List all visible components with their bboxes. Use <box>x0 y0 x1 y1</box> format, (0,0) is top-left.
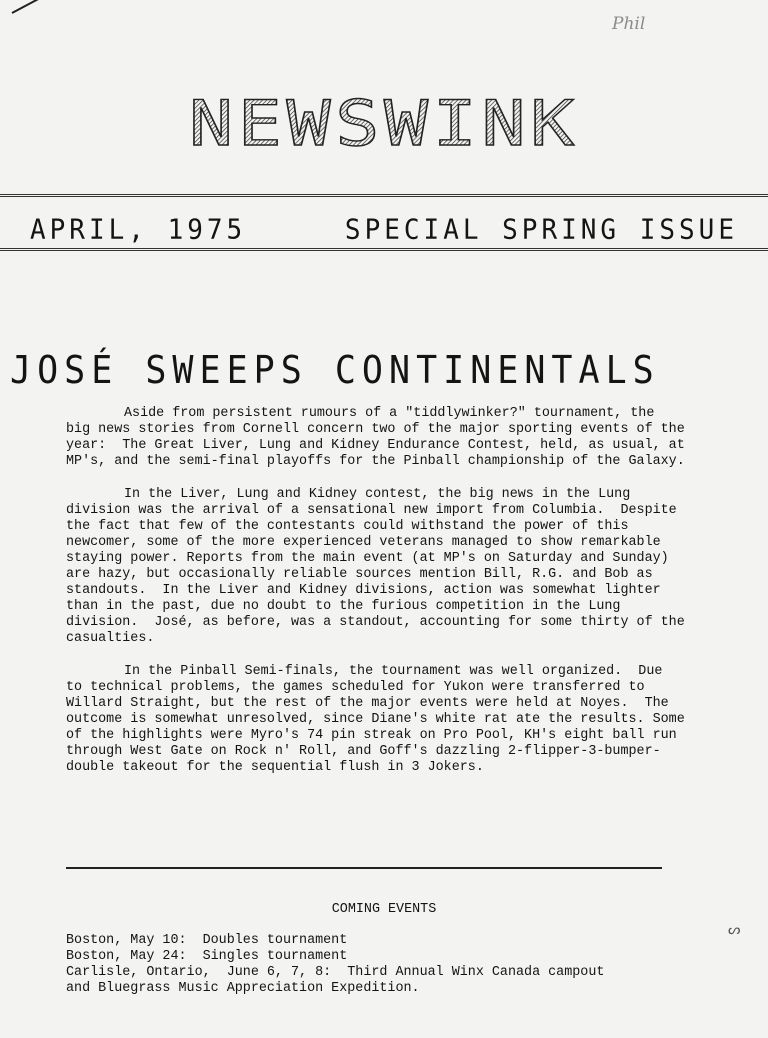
article-headline: JOSÉ SWEEPS CONTINENTALS <box>10 349 660 394</box>
pen-mark <box>12 0 50 14</box>
event-item: Boston, May 10: Doubles tournament <box>66 933 348 948</box>
bottom-rule <box>0 248 768 251</box>
issue-label: SPECIAL SPRING ISSUE <box>344 214 738 246</box>
issue-date: APRIL, 1975 <box>30 214 247 246</box>
masthead-logo <box>184 89 584 153</box>
event-item: and Bluegrass Music Appreciation Expedition. <box>66 981 420 996</box>
coming-events-list <box>66 933 746 997</box>
coming-events-title: COMING EVENTS <box>331 902 437 917</box>
article-paragraph: Aside from persistent rumours of a "tiddlywinker?" tournament, the big news stories from Cornell concern two of the major sporting events of the year: The Great Liver, Lung and Kidney Endurance Contest, held, as usual, at MP's, and the semi-final playoffs for the Pinball championship of the Galaxy. <box>66 406 693 469</box>
handwritten-note: Phil <box>612 14 646 34</box>
pencil-scribble: ᔕ <box>728 923 741 939</box>
article-body <box>66 406 693 793</box>
masthead-title: NEWSWINK <box>189 89 579 153</box>
article-paragraph: In the Liver, Lung and Kidney contest, the big news in the Lung division was the arrival of a sensational new import from Columbia. Despite the fact that few of the contestants could withstand the power of this newcomer, some of the more experienced veterans managed to show remarkable staying power. Reports from the main event (at MP's on Saturday and Sunday) are hazy, but occasionally reliable sources mention Bill, R.G. and Bob as standouts. In the Liver and Kidney divisions, action was somewhat lighter than in the past, due no doubt to the furious competition in the Lung division. José, as before, was a standout, accounting for some thirty of the casualties. <box>66 487 693 646</box>
masthead <box>0 86 768 156</box>
top-rule <box>0 194 768 197</box>
article-paragraph: In the Pinball Semi-finals, the tournament was well organized. Due to technical problems, the games scheduled for Yukon were transferred to Willard Straight, but the rest of the major events were held at Noyes. The outcome is somewhat unresolved, since Diane's white rat ate the results. Some of the highlights were Myro's 74 pin streak on Pro Pool, KH's eight ball run through West Gate on Rock n' Roll, and Goff's dazzling 2-flipper-3-bumper-double takeout for the sequential flush in 3 Jokers. <box>66 664 693 775</box>
issue-row <box>30 211 738 249</box>
section-divider <box>66 867 662 869</box>
event-item: Boston, May 24: Singles tournament <box>66 949 348 964</box>
event-item: Carlisle, Ontario, June 6, 7, 8: Third Annual Winx Canada campout <box>66 965 605 980</box>
